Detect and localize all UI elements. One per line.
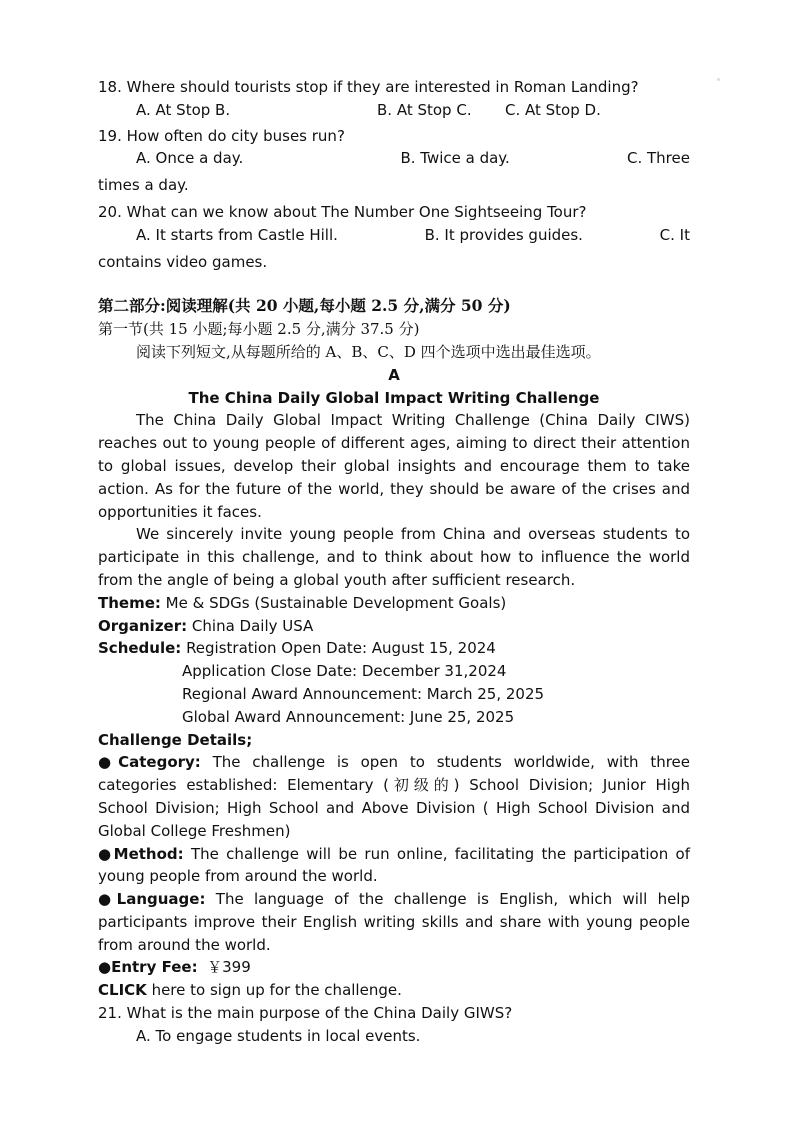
option-c: C. It: [659, 225, 690, 244]
organizer-line: [98, 615, 690, 638]
entry-fee-line: [98, 956, 690, 979]
schedule-item: Regional Award Announcement: March 25, 2025: [182, 684, 545, 703]
click-label: CLICK: [98, 981, 147, 1000]
language-text: The language of the challenge is English, which will help participants improve their English writing skills and share with young people from around the world.: [98, 890, 690, 954]
organizer-label: Organizer:: [98, 616, 188, 635]
schedule-item: Registration Open Date: August 15, 2024: [186, 639, 496, 658]
question-19-stem: 19. How often do city buses run?: [98, 126, 345, 145]
method-text: The challenge will be run online, facilitating the participation of young people from around the world.: [98, 844, 690, 886]
theme-label: Theme:: [98, 593, 161, 612]
option-c-continued: contains video games.: [98, 252, 268, 271]
part-two-heading: 第二部分:阅读理解(共 20 小题,每小题 2.5 分,满分 50 分): [98, 296, 511, 316]
language-paragraph: [98, 888, 690, 956]
passage-letter: A: [388, 365, 400, 384]
exam-page: [98, 76, 690, 1048]
option-b: B. At Stop C.: [377, 100, 472, 119]
challenge-details-heading: Challenge Details;: [98, 730, 253, 749]
option-c-continued: times a day.: [98, 176, 189, 195]
schedule-item: Application Close Date: December 31,2024: [182, 662, 507, 681]
category-paragraph: [98, 751, 690, 842]
theme-value: Me & SDGs (Sustainable Development Goals): [165, 593, 507, 612]
option-c: C. Three: [627, 149, 690, 168]
option-a: A. At Stop B.: [136, 100, 231, 119]
section-one-heading: 第一节(共 15 小题;每小题 2.5 分,满分 37.5 分): [98, 320, 420, 339]
question-18-stem: 18. Where should tourists stop if they are interested in Roman Landing?: [98, 78, 639, 96]
scan-speck: [717, 78, 720, 81]
option-b: B. Twice a day.: [400, 149, 510, 168]
method-paragraph: [98, 843, 690, 889]
signup-line: [98, 979, 690, 1002]
option-a: A. It starts from Castle Hill.: [136, 225, 338, 244]
passage-paragraph-2: We sincerely invite young people from China and overseas students to participate in this challenge, and to think about how to influence the world from the angle of being a global youth after sufficient research.: [98, 525, 690, 589]
question-20-options: [98, 224, 690, 247]
passage-title: The China Daily Global Impact Writing Challenge: [188, 388, 600, 407]
question-19-options: [98, 147, 690, 170]
category-label: ●Category:: [98, 753, 201, 772]
question-21-option-a: A. To engage students in local events.: [136, 1026, 421, 1045]
theme-line: [98, 592, 690, 615]
question-21-stem: 21. What is the main purpose of the China Daily GIWS?: [98, 1004, 513, 1023]
option-c: C. At Stop D.: [505, 100, 601, 119]
entry-fee-label: ●Entry Fee:: [98, 958, 198, 977]
category-text: The challenge is open to students worldwide, with three categories established: Elementary (初级的) School Division; Junior High School Division; High School and Above Division ( High School Division and Global College Freshmen): [98, 753, 690, 840]
passage-paragraph-1: The China Daily Global Impact Writing Challenge (China Daily CIWS) reaches out to young people of different ages, aiming to direct their attention to global issues, develop their global insights and encourage them to take action. As for the future of the world, they should be aware of the crises and opportunities it faces.: [98, 411, 690, 521]
organizer-value: China Daily USA: [191, 616, 314, 635]
question-20-stem: 20. What can we know about The Number One Sightseeing Tour?: [98, 202, 587, 221]
option-a: A. Once a day.: [136, 149, 244, 168]
option-b: B. It provides guides.: [424, 225, 583, 244]
reading-instruction: 阅读下列短文,从每题所给的 A、B、C、D 四个选项中选出最佳选项。: [136, 342, 601, 361]
schedule-item: Global Award Announcement: June 25, 2025: [182, 707, 515, 726]
question-18-options: [98, 99, 690, 122]
entry-fee-value: ￥399: [207, 958, 251, 977]
schedule-line: [98, 637, 690, 660]
method-label: ●Method:: [98, 844, 184, 863]
signup-text: here to sign up for the challenge.: [151, 981, 402, 1000]
language-label: ●Language:: [98, 890, 206, 909]
schedule-label: Schedule:: [98, 639, 182, 658]
